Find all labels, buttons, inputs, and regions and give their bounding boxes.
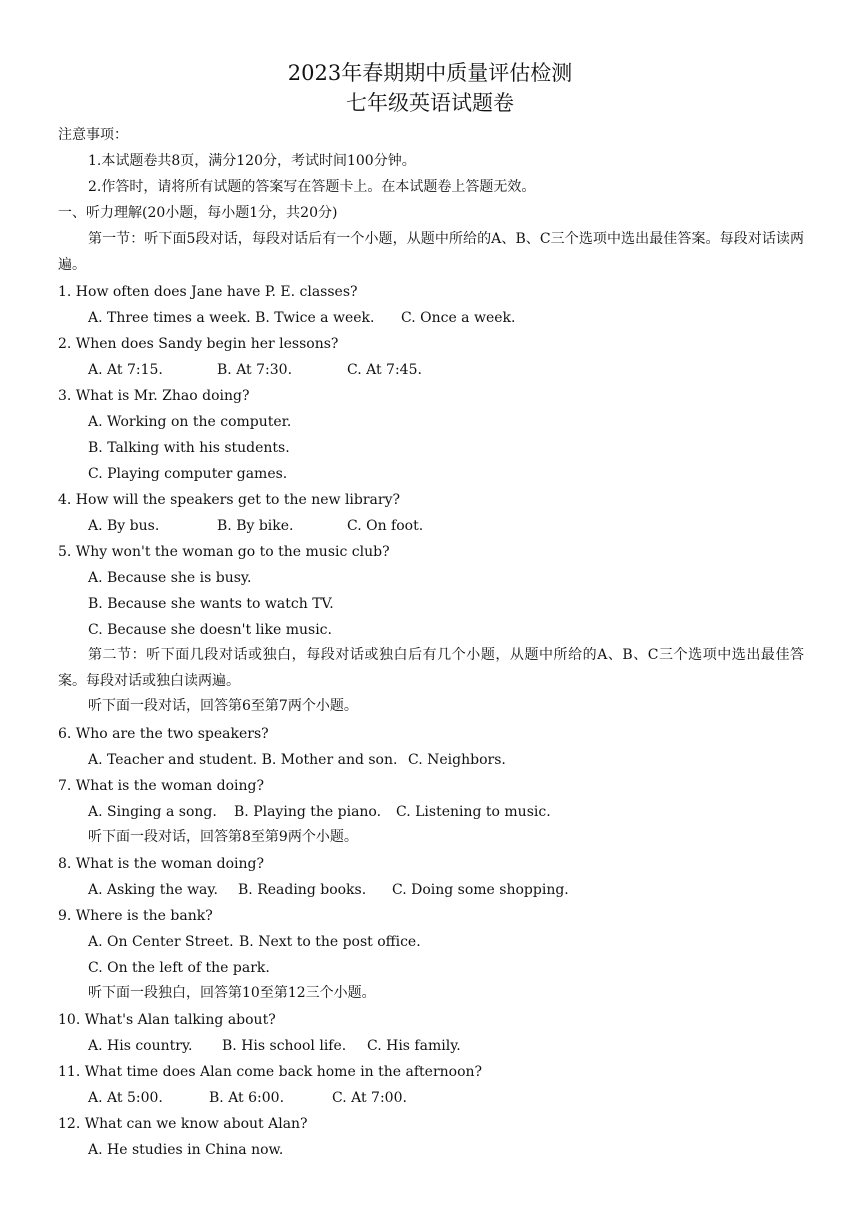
answer-option: C. Doing some shopping.	[392, 882, 569, 898]
answer-option: C. On the left of the park.	[88, 960, 270, 976]
question-text: 1. How often does Jane have P. E. classes?	[58, 284, 358, 300]
question-text: 4. How will the speakers get to the new library?	[58, 492, 401, 508]
listening-prompt: 听下面一段对话，回答第8至第9两个小题。	[88, 829, 358, 845]
answer-option: A. Singing a song.	[88, 804, 217, 820]
answer-option: B. Playing the piano.	[234, 804, 382, 820]
notice-item: 1.本试题卷共8页，满分120分，考试时间100分钟。	[88, 153, 416, 169]
answer-option: A. His country.	[88, 1038, 193, 1054]
answer-option: B. Because she wants to watch TV.	[88, 596, 334, 612]
answer-option: A. At 7:15.	[88, 362, 163, 378]
answer-option: A. Teacher and student. B. Mother and son.	[88, 752, 398, 768]
part-heading: 一、听力理解(20小题，每小题1分，共20分)	[58, 205, 338, 221]
answer-option: C. Neighbors.	[408, 752, 506, 768]
question-text: 8. What is the woman doing?	[58, 856, 264, 872]
answer-option: B. Next to the post office.	[239, 934, 421, 950]
answer-option: A. On Center Street.	[88, 934, 234, 950]
question-text: 3. What is Mr. Zhao doing?	[58, 388, 250, 404]
answer-option: C. On foot.	[347, 518, 424, 534]
notice-heading: 注意事项：	[58, 127, 128, 143]
answer-option: B. At 7:30.	[217, 362, 293, 378]
answer-option: A. He studies in China now.	[88, 1142, 284, 1158]
question-text: 7. What is the woman doing?	[58, 778, 264, 794]
question-text: 12. What can we know about Alan?	[58, 1116, 308, 1132]
answer-option: B. Talking with his students.	[88, 440, 290, 456]
answer-option: B. Reading books.	[238, 882, 367, 898]
answer-option: A. Three times a week. B. Twice a week.	[88, 310, 375, 326]
answer-option: C. Playing computer games.	[88, 466, 288, 482]
section-intro: 第一节：听下面5段对话，每段对话后有一个小题，从题中所给的A、B、C三个选项中选出最佳答案。每段对话读两遍。	[58, 231, 804, 273]
answer-option: A. Working on the computer.	[88, 414, 292, 430]
question-text: 9. Where is the bank?	[58, 908, 213, 924]
answer-option: C. At 7:45.	[347, 362, 422, 378]
answer-option: C. At 7:00.	[332, 1090, 407, 1106]
question-text: 6. Who are the two speakers?	[58, 726, 269, 742]
answer-option: C. His family.	[367, 1038, 461, 1054]
answer-option: A. By bus.	[88, 518, 160, 534]
listening-prompt: 听下面一段对话，回答第6至第7两个小题。	[88, 698, 358, 714]
answer-option: A. Asking the way.	[88, 882, 218, 898]
exam-subtitle: 七年级英语试题卷	[346, 91, 514, 115]
section-intro: 第二节：听下面几段对话或独白，每段对话或独白后有几个小题，从题中所给的A、B、C三个选项中选出最佳答案。每段对话或独白读两遍。	[58, 647, 804, 689]
answer-option: A. Because she is busy.	[88, 570, 252, 586]
question-text: 11. What time does Alan come back home in the afternoon?	[58, 1064, 483, 1080]
question-text: 2. When does Sandy begin her lessons?	[58, 336, 339, 352]
listening-prompt: 听下面一段独白，回答第10至第12三个小题。	[88, 985, 376, 1001]
answer-option: C. Once a week.	[401, 310, 516, 326]
question-text: 10. What's Alan talking about?	[58, 1012, 276, 1028]
answer-option: B. His school life.	[222, 1038, 347, 1054]
notice-item: 2.作答时，请将所有试题的答案写在答题卡上。在本试题卷上答题无效。	[88, 179, 536, 195]
answer-option: B. By bike.	[217, 518, 294, 534]
answer-option: A. At 5:00.	[88, 1090, 163, 1106]
answer-option: C. Because she doesn't like music.	[88, 622, 332, 638]
exam-title: 2023年春期期中质量评估检测	[287, 61, 573, 85]
answer-option: C. Listening to music.	[396, 804, 551, 820]
question-text: 5. Why won't the woman go to the music club?	[58, 544, 390, 560]
answer-option: B. At 6:00.	[209, 1090, 285, 1106]
